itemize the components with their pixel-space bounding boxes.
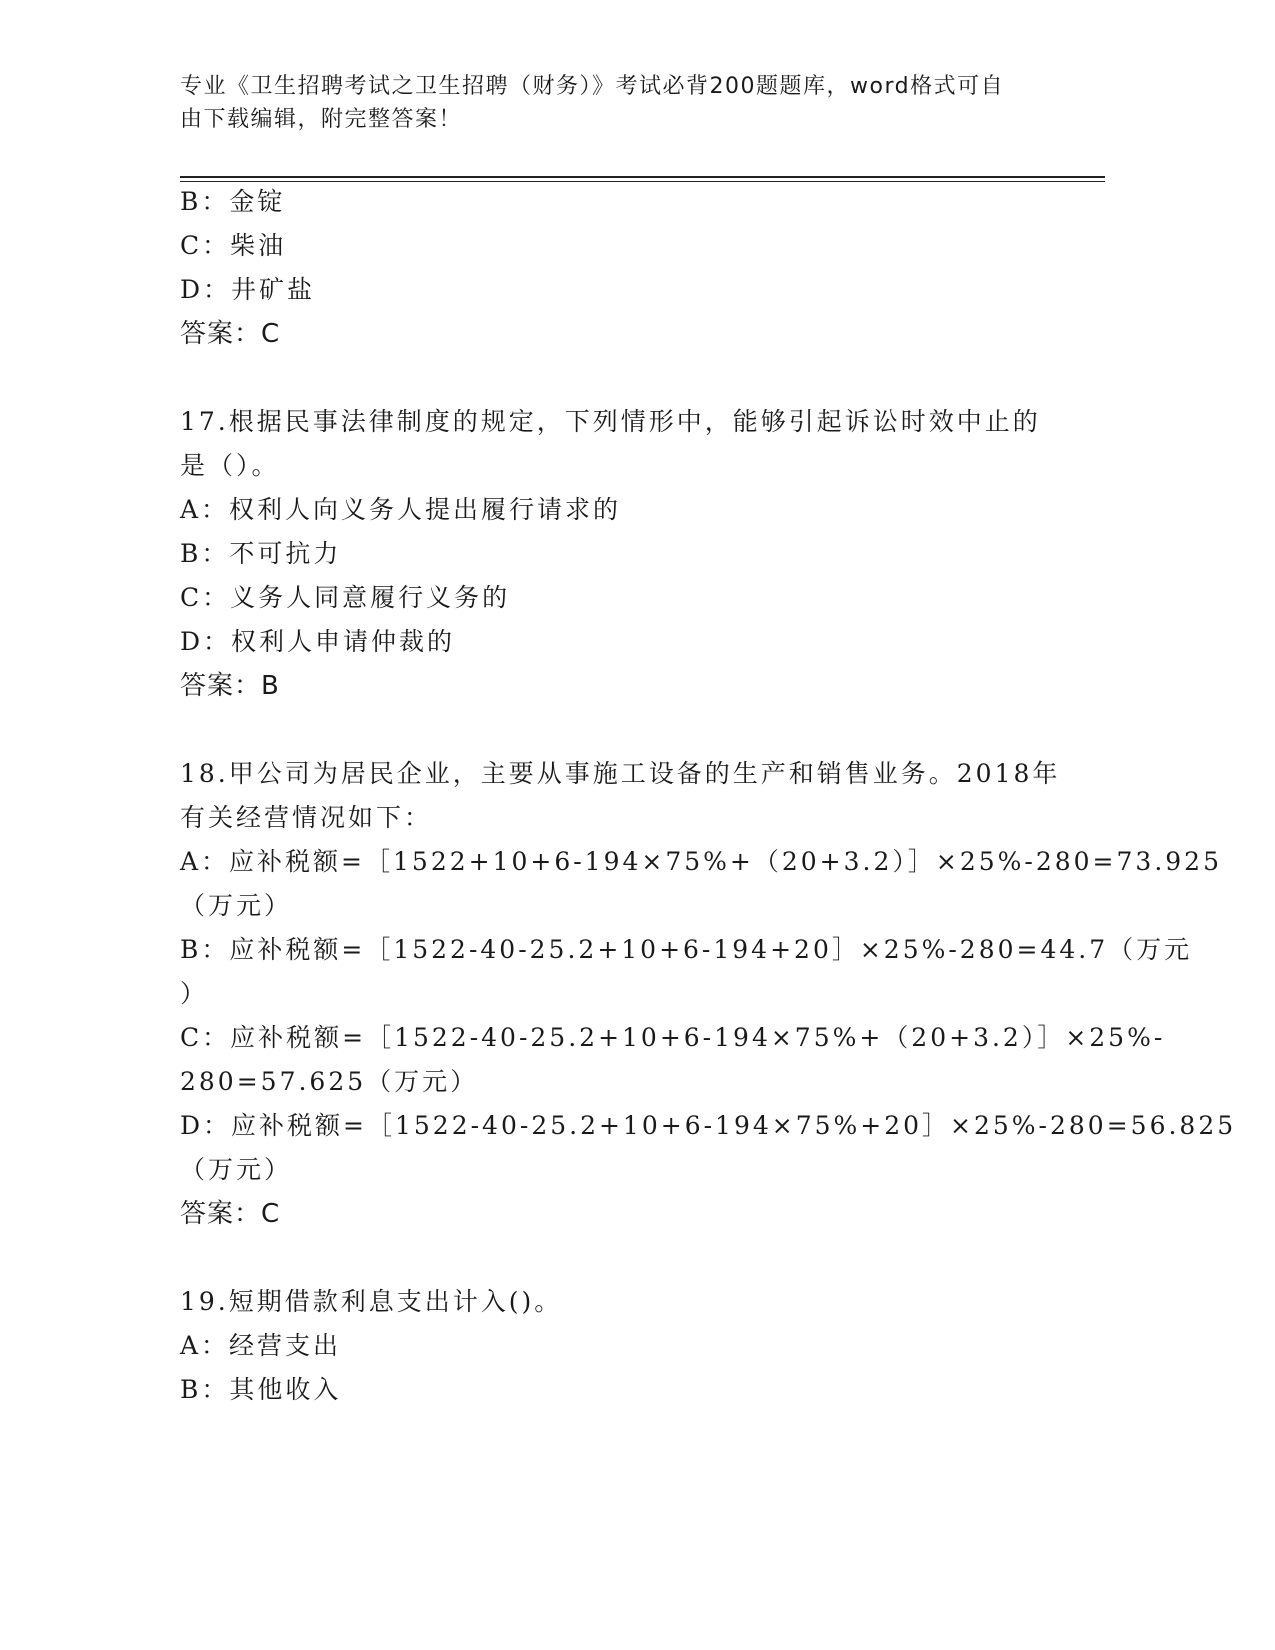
option-b: B：金锭 <box>180 187 286 216</box>
question-content <box>180 180 1237 1412</box>
option-a: A：经营支出 <box>180 1331 342 1360</box>
question-stem: 19.短期借款利息支出计入()。 <box>180 1287 563 1316</box>
question-stem: 18.甲公司为居民企业，主要从事施工设备的生产和销售业务。2018年 <box>180 759 1061 788</box>
answer: 答案：B <box>180 671 280 701</box>
header-line-1: 专业《卫生招聘考试之卫生招聘（财务）》考试必背200题题库，word格式可自 <box>180 74 1005 99</box>
option-d: D：应补税额=［1522-40-25.2+10+6-194×75%+20］×25%-280=56.825 <box>180 1111 1237 1140</box>
option-c-cont: 280=57.625（万元） <box>180 1067 479 1096</box>
option-a-cont: （万元） <box>180 891 293 920</box>
answer: 答案：C <box>180 319 281 349</box>
option-b: B：不可抗力 <box>180 539 342 568</box>
option-b-cont: ） <box>180 979 209 1008</box>
option-d: D：井矿盐 <box>180 275 316 304</box>
option-b: B：应补税额=［1522-40-25.2+10+6-194+20］×25%-280=44.7（万元 <box>180 935 1193 964</box>
option-d-cont: （万元） <box>180 1155 293 1184</box>
header-rule-thick <box>180 176 1105 178</box>
answer: 答案：C <box>180 1199 281 1229</box>
question-19 <box>180 1280 1040 1412</box>
question-stem: 17.根据民事法律制度的规定，下列情形中，能够引起诉讼时效中止的 <box>180 407 1041 436</box>
option-a: A：权利人向义务人提出履行请求的 <box>180 495 622 524</box>
option-b: B：其他收入 <box>180 1375 342 1404</box>
option-c: C：应补税额=［1522-40-25.2+10+6-194×75%+（20+3.2）］×25%- <box>180 1023 1166 1052</box>
header-line-2: 由下载编辑，附完整答案！ <box>180 107 463 132</box>
question-18 <box>180 752 1237 1236</box>
question-16-tail <box>180 180 1040 356</box>
option-a: A：应补税额=［1522+10+6-194×75%+（20+3.2）］×25%-280=73.925 <box>180 847 1222 876</box>
option-d: D：权利人申请仲裁的 <box>180 627 456 656</box>
question-stem-cont: 是（）。 <box>180 451 280 480</box>
option-c: C：柴油 <box>180 231 287 260</box>
question-stem-cont: 有关经营情况如下： <box>180 803 433 832</box>
document-header <box>180 70 1040 136</box>
question-17 <box>180 400 1040 708</box>
option-c: C：义务人同意履行义务的 <box>180 583 511 612</box>
